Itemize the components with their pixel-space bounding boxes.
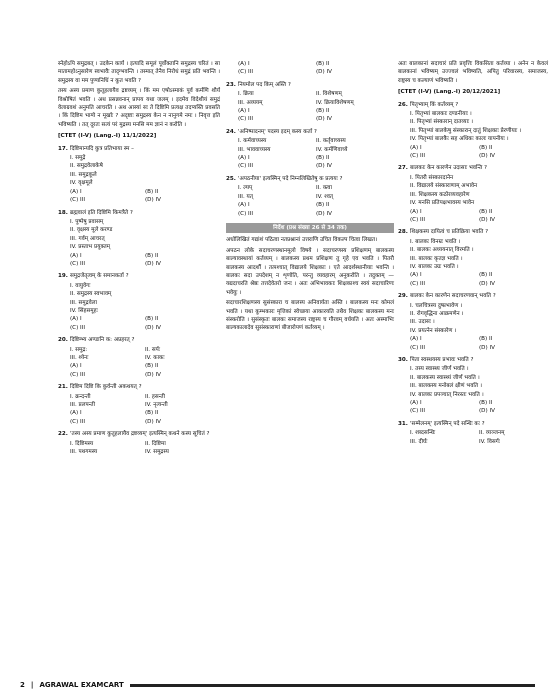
answer-choice[interactable]: (D) IV [316,69,332,76]
answer-choice[interactable]: II. हसन्ती [145,393,165,400]
answer-choice[interactable]: (C) III [238,116,253,123]
answer-choice[interactable]: I. ल्यप् [238,185,253,192]
question-number: 26. [398,101,408,108]
option-row [58,393,220,401]
answer-choice[interactable]: III. यत् [238,193,253,200]
option-statement: III. बालकः कृतज्ञ भवति । [410,255,463,262]
answer-choice[interactable]: (A) I [410,144,422,151]
question-item [398,164,548,224]
question-stem [398,101,548,109]
answer-choice[interactable]: (B) II [479,272,493,279]
answer-choice[interactable]: (A) I [70,410,82,417]
option-row [58,196,220,204]
option-row [58,409,220,417]
question-item [398,228,548,288]
option-statement: II. रोगवृद्धिना आक्रमणेन । [410,310,464,317]
answer-choice[interactable]: (B) II [479,400,493,407]
page-footer [20,680,535,690]
answer-choice[interactable]: (C) III [70,371,85,378]
answer-choice[interactable]: (C) III [410,216,425,223]
answer-choice[interactable]: (A) I [410,272,422,279]
question-item [58,430,220,456]
question-item [58,336,220,379]
question-stem [58,336,220,344]
answer-choice[interactable]: II. दिष्टिमा [145,440,166,447]
answer-choice[interactable]: I. समुद्र: [70,346,88,353]
option-row [398,344,548,352]
option-statement: III. शिक्षकस्य कठोरव्यवहारेण [410,191,470,198]
passage-paragraph: सदाचारशिक्षणस्य सुसंस्कारा च बालस्य अनिवार्यता अस्ति । बालकस्य मनः कोमलं भवति । यथा कुम्भकारः मृत्तिकां स्वेच्छया आकारयति तथैव शिक्षकः बालकस्य मनः संस्करोति । सुसंस्कृतः बालकः समाजस्य राष्ट्रस्य च गौरवम् वर्धयति । अतः अस्माभिः बाल्यकालादेव सुसंस्काराणां बीजारोपणं कर्तव्यम् । [226,300,394,332]
question-stem [398,292,548,300]
option-row [58,354,220,362]
option-row [226,193,394,201]
answer-choice[interactable]: II. कर्तृवाच्यस्य [316,138,346,145]
answer-choice[interactable]: (B) II [316,155,330,162]
question-stem [398,356,548,364]
answer-choice[interactable]: II. सर्पः [145,346,160,353]
answer-choice[interactable]: (A) I [70,363,82,370]
question-stem [398,420,548,428]
question-stem [226,128,394,136]
answer-choice[interactable]: (A) I [238,202,250,209]
option-statement: II. समुद्रस्य स्वभावम् [70,291,112,298]
answer-choice[interactable]: IV. काकः [145,355,165,361]
answer-choice[interactable]: (A) I [238,155,250,162]
answer-choice[interactable]: III. श्येनः [70,355,89,361]
column-right [398,60,548,446]
answer-choice[interactable]: (B) II [479,208,493,215]
question-text: बालकः केन कारणेन सदाचरणवान् भवति ? [410,293,496,300]
question-stem [398,228,548,236]
option-row [226,99,394,107]
answer-choice[interactable]: (D) IV [145,418,161,425]
question-stem [58,272,220,280]
option-statement: IV. बालकः उग्रः भवति । [410,263,459,270]
option-statement: IV. मनसि प्रतिपक्षभावस्य भावेन [410,200,475,207]
option-statement: II. पितृभ्यां संस्कारान् दातव्याः । [410,119,474,126]
answer-choice[interactable]: (C) III [238,69,253,76]
answer-choice[interactable]: (A) I [70,188,82,195]
option-row [58,401,220,409]
option-statement: III. समुद्रवेला [70,299,97,306]
option-statement: II. समुद्रवेलाकेषे [70,163,103,170]
option-row [226,210,394,218]
question-stem [58,383,220,391]
answer-choice[interactable]: (B) II [479,144,493,151]
answer-choice[interactable]: (D) IV [479,280,495,287]
option-statement: III. उदासः । [410,319,435,326]
option-statement: IV. पितृभ्यां बालकैः सह अधिकः कालः यापनीयः । [410,136,509,143]
answer-choice[interactable]: III. भाववाच्यस्य [238,146,271,153]
option-statement: II. बालकस्य स्वास्थ्यं जीर्णं भवति । [410,374,480,381]
option-row [226,68,394,76]
option-statement: II. वृक्षस्य मूले करण्ड [70,227,113,234]
answer-choice[interactable]: IV. श्वत् [316,193,333,200]
option-statement: I. वायुवेगः [70,282,91,289]
option-row [58,362,220,370]
question-text: 'अपठनीया' इत्यस्मिन् पदे निम्नलिखितेषु क प्रत्ययः ? [238,175,343,182]
question-item [58,383,220,426]
answer-choice[interactable]: (C) III [410,153,425,160]
question-list [58,145,220,457]
question-item [58,145,220,205]
answer-choice[interactable]: I. दिष्टिमस्य [70,440,94,447]
option-statement: I. चलचित्रस्य दुष्प्रभावेण । [410,302,463,309]
option-row [226,201,394,209]
option-statement: III. पितृभ्यां बालकेषु संस्कारान् दातुं शिक्षकाः प्रेरणीयाः । [410,127,522,134]
question-number: 27. [398,165,408,172]
option-row [398,438,548,446]
question-number: 30. [398,357,408,363]
question-text: समुद्रजेतृत्वम् के समानकर्ता ? [70,273,129,280]
question-number: 29. [398,293,408,300]
answer-choice[interactable]: (D) IV [316,163,332,170]
divider: | [30,681,34,689]
question-stem [398,164,548,172]
option-statement: IV. प्रयत्नेन संस्कारेण । [410,327,457,334]
option-row [58,315,220,323]
option-statement: III. समुद्रकूले [70,171,97,178]
option-row [58,418,220,426]
question-text: 'अनिष्पादनम्' पदस्य इदम् कस्य कर्ता ? [238,128,317,135]
answer-choice[interactable]: (A) I [238,61,250,67]
answer-choice[interactable]: III. पथगमस्य [70,449,98,456]
question-item [58,272,220,332]
question-list [398,101,548,446]
answer-choice[interactable]: (B) II [145,188,159,195]
answer-choice[interactable]: (C) III [238,163,253,170]
question-number: 25. [226,175,236,182]
question-number: 17. [58,145,68,152]
question-number: 23. [226,81,236,88]
answer-choice[interactable]: (A) I [238,108,250,115]
option-statement: IV. प्रस्ताभ प्रयुक्तम् [70,244,110,251]
answer-choice[interactable]: (D) IV [479,153,495,160]
option-row [398,407,548,415]
passage-paragraph: तस्य अस्य प्रमाण कुतूहलायैव द्रष्टव्यम् । किं मम एषोऽस्माकं पूर्व कर्मणि शौर्यं विश्रोषितं भवति । अथ प्रसन्नवनान् प्रापय यथा जलम् । इदमेव विदेशीयं समुद्रं वेलाग्रवशं अनुमति आचरति । अथ आस्यां सः ते दिष्टिमि प्रत्यक्ष तदप्यस्ति प्रवसति । किं दिष्टिम भाग्ये न मूर्खाः ? अदृष्टाः समुद्रस्य केन न नानुगमे नमः । निवृत्त इति भविष्यति । तत् दूरतः सत्यं परं मुद्रस्य मनसि मम ज्ञानं न करोति । [58,88,220,128]
answer-choice[interactable]: (D) IV [145,197,161,204]
option-statement: III. बालकस्य मनोबलं क्षीणं भवति । [410,383,482,390]
option-statement: I. समुद्रे [70,155,86,162]
question-item [226,128,394,171]
option-row [226,60,394,68]
question-stem [226,81,394,89]
answer-choice[interactable]: (C) III [238,210,253,217]
answer-choice[interactable]: (C) III [70,260,85,267]
page-number: 2 [20,681,25,689]
answer-choice[interactable]: (A) I [410,336,422,343]
answer-choice[interactable]: IV. कर्मणिवाच्ये [316,146,348,153]
answer-choice[interactable]: (B) II [145,252,159,259]
answer-choice[interactable]: (A) I [70,316,82,323]
question-text: नियमोल पद किम् अस्ति ? [238,81,291,88]
answer-choice[interactable]: IV. विसर्गः [479,438,500,445]
question-text: दिष्टिम्भ्य अण्डानि क: अप्रहरत् ? [70,337,135,344]
answer-choice[interactable]: (B) II [479,336,493,343]
answer-choice[interactable]: (C) III [410,408,425,415]
question-item [226,81,394,124]
question-text: शिक्षकस्य दायित्वं च प्रतिक्रिया भवति ? [410,229,489,236]
option-statement: III. गर्वम् आचरत् [70,235,105,242]
option-row [226,184,394,192]
option-row [398,208,548,216]
answer-choice[interactable]: (D) IV [145,371,161,378]
answer-choice[interactable]: (A) I [410,400,422,407]
question-item [58,209,220,269]
option-row [58,252,220,260]
option-statement: I. पितरौ संस्कारदानेन [410,174,454,181]
option-statement: I. तस्य स्वास्थ्य जीर्णं भवति । [410,366,469,373]
question-number: 18. [58,209,68,216]
question-stem [58,430,220,438]
option-row [58,371,220,379]
option-row [226,115,394,123]
answer-choice[interactable]: I. कर्मवाच्यस्य [238,138,267,145]
answer-choice[interactable]: (A) I [70,252,82,259]
option-statement: I. बालकः विनम्रः भवति । [410,238,461,245]
answer-choice[interactable]: (C) III [410,344,425,351]
option-row [58,260,220,268]
option-row [226,154,394,162]
answer-choice[interactable]: (D) IV [479,408,495,415]
answer-choice[interactable]: III. प्रलपन्ती [70,402,96,409]
question-list [226,60,394,218]
answer-choice[interactable]: III. अव्ययम् [238,99,263,106]
answer-choice[interactable]: (B) II [316,61,330,67]
answer-choice[interactable]: I. क्रिया [238,91,254,98]
answer-choice[interactable]: (D) IV [479,344,495,351]
option-statement: II. बालकः अध्ययनात् विरमति । [410,247,474,254]
column-left [58,60,220,456]
answer-choice[interactable]: (B) II [316,108,330,115]
option-row [58,188,220,196]
question-number: 31. [398,420,408,427]
question-text: 'तस्य अस्य प्रमाण कुतूहलायैव द्रष्टव्यम्' इत्यस्मिन् कथने कस्य सूचितं ? [70,431,210,438]
option-row [58,324,220,332]
option-row [398,216,548,224]
question-text: दिष्टिम दिष्टि कि कुर्वन्ती अकथयत् ? [70,384,142,391]
question-item [398,420,548,446]
answer-choice[interactable]: (D) IV [145,324,161,331]
question-number: 24. [226,128,236,135]
option-row [226,107,394,115]
answer-choice[interactable]: II. विशेषणम् [316,91,342,98]
answer-choice[interactable]: I. क्रन्दन्ती [70,393,91,400]
option-row [398,152,548,160]
answer-choice[interactable]: (C) III [410,280,425,287]
question-text: 'सम्मेलनम्' इत्यस्मिन् पदे सन्धिः कः ? [410,420,485,427]
instruction-text: अधोलिखितं गद्यांशं पठित्वा नतप्रश्नानां उत्तराणि उचित विकल्प चित्वा लिखत। [226,237,378,244]
question-text: पितृभ्याम् किं कर्तव्यम् ? [410,101,459,108]
answer-choice[interactable]: IV. समुद्रस्य [145,449,169,456]
answer-choice[interactable]: (B) II [316,202,330,209]
answer-choice[interactable]: (D) IV [316,210,332,217]
option-statement: IV. सिंहसमूहः [70,307,98,314]
option-row [58,448,220,456]
answer-choice[interactable]: (D) IV [145,260,161,267]
option-row [226,137,394,145]
option-row [398,399,548,407]
question-text: पिता स्वस्थयस्य प्रभावः भवति ? [410,357,474,363]
question-stem [58,209,220,217]
option-row [226,146,394,154]
answer-choice[interactable]: (B) II [145,363,159,370]
brand-logo-text: AGRAWAL EXAMCART [39,681,124,689]
column-middle [226,60,394,335]
instruction-banner: निर्देश (प्रश्न संख्या 26 से 34 तक) [226,223,394,233]
option-row [58,440,220,448]
question-stem [58,145,220,153]
passage-intro: स्नेहोऽपि समुद्रबत् । उदकेन कार्यं । इत्यादि समूलं पूर्वोक्तानि समुद्रस्य चरितं । सा मातामहोऽनुसारेण स्वभावैः तादृग्भवन्ति । तस्मात् तेनैव निरोधं समुद्रं प्रति भवन्ति । समुद्रस्य वा मम पुण्यनिधिं न कुत भवति ? [58,61,220,84]
question-item [398,356,548,416]
answer-choice[interactable]: IV. नृत्यन्ती [145,402,168,409]
answer-choice[interactable]: (A) I [410,208,422,215]
answer-choice[interactable]: II. क्त्वा [316,185,332,192]
option-row [226,162,394,170]
answer-choice[interactable]: (C) III [70,324,85,331]
option-row [58,346,220,354]
footer-rule [130,684,535,687]
option-row [226,90,394,98]
question-number: 20. [58,337,68,344]
passage-conclusion: अतः बालकानां सदाचारं प्रति प्रवृत्तिः विकसिता कर्तव्या । अनेन न केवलं बालकानां भविष्यम् उज्ज्वलं भविष्यति, अपितु परिवारस्य, समाजस्य, राष्ट्रस्य च कल्याणं भविष्यति । [398,61,548,84]
option-row [398,271,548,279]
question-number: 28. [398,229,408,236]
answer-choice[interactable]: (D) IV [316,116,332,123]
answer-choice[interactable]: (B) II [145,316,159,323]
question-item [398,292,548,352]
exam-source-tag: [CTET (I-V) (Lang.-I) 20/12/2021] [398,89,501,96]
question-text: बालकाः केन कारणेन उदासाः भवन्ति ? [410,165,487,172]
passage-paragraph: अपठन लोके सदाचरणस्थानमूलो विषये । सदाचरणस्य प्रशिक्षणम् बालकस्य बाल्यावस्थायां कर्तव्यम् । बालकस्य प्रथम प्रशिक्षण तु गृहे एव भवति । पितरौ बालकस्य आदर्शौ । तत्पश्चात् विद्यालये शिक्षकाः । एते आदर्शस्थानीयाः भवन्ति । बालकः सदा उपदेशम् न शृणोति, परन्तु व्यवहारम् अनुकरोति । तदुक्तम् — यद्यदाचरति श्रेष्ठः तत्तदेवेतरो जनः । अतः अभिभावकाः शिक्षकाश्च स्वयं सदाचारिणः भवेयुः । [226,247,394,296]
question-number: 22. [58,431,68,438]
question-number: 21. [58,384,68,391]
answer-choice[interactable]: II. व्यञ्जनम् [479,430,505,437]
option-row [398,280,548,288]
option-statement: IV. वृक्षमूले [70,180,93,187]
option-row [398,429,548,437]
option-statement: IV. बालकः प्रपञ्चात् निरस्तः भवति । [410,391,484,398]
option-statement: II. विद्यालये संस्काराणाम् अभावेन [410,183,478,190]
answer-choice[interactable]: IV. क्रियाविशेषणम् [316,99,354,106]
answer-choice[interactable]: (D) IV [479,216,495,223]
question-stem [226,175,394,183]
option-row [398,335,548,343]
question-number: 19. [58,273,68,280]
answer-choice[interactable]: (C) III [70,418,85,425]
answer-choice[interactable]: (C) III [70,197,85,204]
option-statement: I. पितृभ्यां बालकाः दण्डनीयाः । [410,111,472,118]
answer-choice[interactable]: (B) II [145,410,159,417]
question-text: ब्रह्मवालं इति दिष्टिमि किमत्रैते ? [70,209,133,216]
question-item [226,175,394,218]
option-row [398,144,548,152]
answer-choice[interactable]: I. शब्दसन्धिः [410,430,436,437]
question-item [398,101,548,161]
exam-source-tag: [CTET (I-V) (Lang.-I) 11/1/2022] [58,133,157,140]
option-statement: I. पुष्पेषु प्रवासम् [70,218,104,225]
question-text: दिष्टिमान्यदि कुत्र प्रतिभाया स्म – [70,145,134,152]
answer-choice[interactable]: III. दीर्घः [410,438,428,445]
